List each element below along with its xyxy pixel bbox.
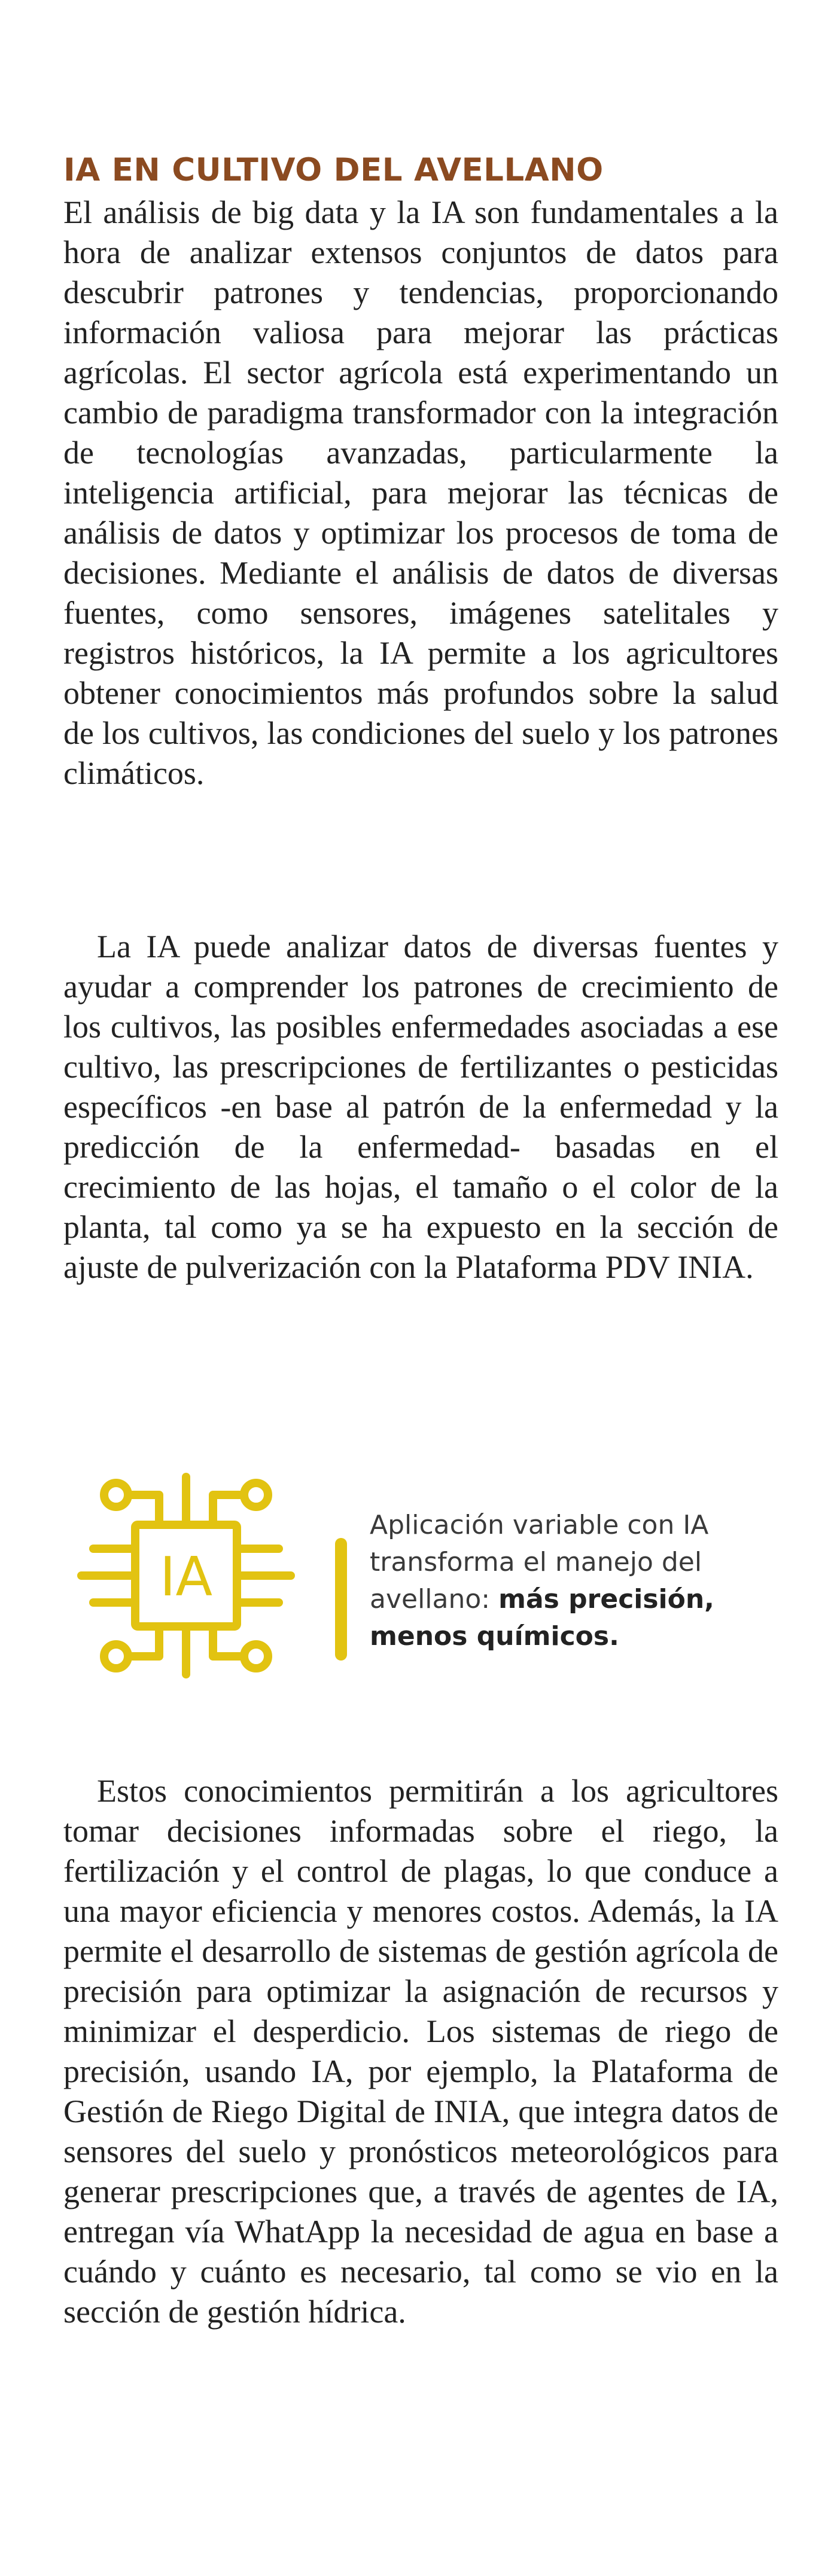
paragraph-1: El análisis de big data y la IA son fundamentales a la hora de analizar extensos conjuntos de datos para descubrir patrones y tendencias, proporcionando información valiosa para mejorar las prácticas agrícolas. El sector agrícola está experimentando un cambio de paradigma transformador con la integración de tecnologías avanzadas, particularmente la inteligencia artificial, para mejorar las técnicas de análisis de datos y optimizar los procesos de toma de decisiones. Mediante el análisis de datos de diversas fuentes, como sensores, imágenes satelitales y registros históricos, la IA permite a los agricultores obtener conocimientos más profundos sobre la salud de los cultivos, las condiciones del suelo y los patrones climáticos. [63, 194, 778, 791]
ia-icon-label: IA [159, 1546, 213, 1609]
paragraph-2: La IA puede analizar datos de diversas fuentes y ayudar a comprender los patrones de crecimiento de los cultivos, las posibles enfermedades asociadas a ese cultivo, las prescripciones de fertilizantes o pesticidas específicos -en base al patrón de la enfermedad y la predicción de la enfermedad- basadas en el crecimiento de las hojas, el tamaño o el color de la planta, tal como ya se ha expuesto en la sección de ajuste de pulverización con la Plataforma PDV INIA. [63, 929, 778, 1285]
section-heading: IA EN CULTIVO DEL AVELLANO [63, 152, 604, 188]
accent-bar [335, 1538, 347, 1661]
callout-text [370, 1507, 777, 1655]
paragraph-3: Estos conocimientos permitirán a los agricultores tomar decisiones informadas sobre el riego, la fertilización y el control de plagas, lo que conduce a una mayor eficiencia y menores costos. Además, la IA permite el desarrollo de sistemas de gestión agrícola de precisión para optimizar la asignación de recursos y minimizar el desperdicio. Los sistemas de riego de precisión, usando IA, por ejemplo, la Plataforma de Gestión de Riego Digital de INIA, que integra datos de sensores del suelo y pronósticos meteorológicos para generar prescripciones que, a través de agentes de IA, entregan vía WhatApp la necesidad de agua en base a cuándo y cuánto es necesario, tal como se vio en la sección de gestión hídrica. [63, 1773, 778, 2330]
callout-box [63, 1453, 778, 1698]
callout-text-regular: Aplicación variable con IA transforma el manejo del avellano: [370, 1510, 709, 1614]
ia-chip-icon [63, 1453, 309, 1698]
callout-text-bold: más precisión, menos químicos. [370, 1584, 714, 1652]
